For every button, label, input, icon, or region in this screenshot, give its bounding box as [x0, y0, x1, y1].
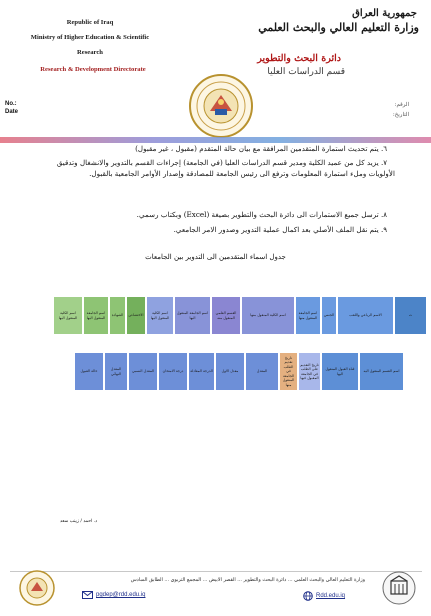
footer-directorate-logo	[381, 570, 417, 606]
table1-header-cell-10: الشهادة	[109, 296, 126, 335]
ministry-seal-logo	[188, 73, 254, 139]
header-en-directorate: Research & Development Directorate	[40, 66, 146, 73]
header-ar-republic: جمهورية العراق	[352, 8, 417, 19]
body-item-8	[35, 209, 395, 220]
globe-icon	[303, 591, 313, 601]
table1-header-cell-5: اسم الكلية المنقول منها	[241, 296, 295, 335]
header-en-line-2: Ministry of Higher Education & Scientific	[30, 34, 150, 41]
body-item-9	[35, 224, 395, 235]
item-number: ٩.	[381, 225, 388, 234]
item-number: ٦.	[381, 144, 388, 153]
item-text: يزيد كل من عميد الكلية ومدير قسم الدراسات العليا (في الجامعة) إجراءات القسم بالتدوير والانشغال وتدقيق الأولويات وملء استمارة المعلومات وترفع الى رئيس الجامعة للمصادقة وإصدار الأوامر الجامعية بالقبول.	[56, 158, 395, 178]
table1-header-cell-2: الاسم الرباعي واللقب	[337, 296, 394, 335]
header-en-line-1: Republic of Iraq	[66, 19, 114, 26]
date-label-ar: التاريخ:	[392, 112, 409, 118]
footer-address: وزارة التعليم العالي والبحث العلمي ... دائرة البحث والتطوير ... القصر الابيض ... المجمع التربوي ... الطابق السادس	[130, 577, 365, 583]
footer-email[interactable]: pgdep@rdd.edu.iq	[96, 592, 146, 598]
item-number: ٧.	[381, 158, 388, 167]
table2-header-cell-3: تاريخ التقديم على الطلب في الجامعة المقبول فيها	[298, 352, 321, 391]
footer-divider	[10, 571, 422, 572]
table2-header-cell-6: معدل الاول	[215, 352, 245, 391]
body-item-6	[35, 143, 395, 154]
date-label: Date	[5, 109, 19, 115]
body-item-7	[35, 157, 395, 179]
signature-initials: د. احمد / زينب سعد	[60, 519, 98, 524]
table2-header-cell-1: اسم القسم المنقول اليه	[359, 352, 404, 391]
footer-website[interactable]: Rdd.edu.iq	[316, 593, 346, 599]
header-ar-department: قسم الدراسات العليا	[267, 67, 345, 77]
table1-header-cell-12: اسم الكلية المنقول اليها	[53, 296, 83, 335]
header-ar-directorate: دائرة البحث والتطوير	[257, 53, 341, 64]
table1-header-cell-4: اسم الجامعة المنقول منها	[295, 296, 321, 335]
header-en-line-3: Research	[77, 49, 103, 56]
table2-header-cell-11: حالة القبول	[74, 352, 104, 391]
header-english-block	[10, 15, 170, 60]
number-label-ar: الرقم:	[394, 102, 409, 108]
applicants-table-part-1	[53, 296, 427, 335]
item-text: ترسل جميع الاستمارات الى دائرة البحث والتطوير بصيغة (Excel) وبكتاب رسمي.	[136, 210, 379, 219]
reference-block-en	[5, 100, 18, 116]
table1-header-cell-1: ت	[394, 296, 427, 335]
header-ar-ministry: وزارة التعليم العالي والبحث العلمي	[258, 21, 419, 34]
footer-email-link[interactable]	[82, 591, 145, 599]
table2-header-cell-9: المعدل النسبي	[128, 352, 158, 391]
item-text: يتم نقل الملف الأصلي بعد اكمال عملية التدوير وصدور الامر الجامعي.	[173, 225, 379, 234]
table2-header-cell-4: تاريخ تقديم الطلب في الجامعة المنقول منها	[279, 352, 298, 391]
footer-seal-logo	[18, 569, 56, 607]
table2-header-cell-5: المعدل	[245, 352, 279, 391]
table2-header-cell-2: قناة القبول المنقول اليها	[321, 352, 359, 391]
number-label: No.:	[5, 101, 17, 107]
table2-header-cell-7: الدرجة المعادلة	[188, 352, 215, 391]
table1-header-cell-6: القسم العلمي المنقول منه	[211, 296, 241, 335]
table2-header-cell-10: المعدل النهائي	[104, 352, 128, 391]
footer-website-link[interactable]	[303, 591, 345, 601]
envelope-icon	[82, 591, 93, 599]
item-number: ٨.	[381, 210, 388, 219]
table1-header-cell-8: اسم الكلية المنقول اليها	[146, 296, 174, 335]
item-text: يتم تحديث استمارة المتقدمين المرافقة مع بيان حالة المتقدم (مقبول ، غير مقبول)	[135, 144, 379, 153]
table1-header-cell-9: الاختصاص	[126, 296, 146, 335]
table2-header-cell-8: درجة الامتحان	[158, 352, 188, 391]
table1-header-cell-7: اسم الجامعة المنقول اليها	[174, 296, 211, 335]
table1-header-cell-3: الجنس	[321, 296, 337, 335]
table-caption: جدول اسماء المتقدمين الى التدوير بين الجامعات	[145, 253, 286, 261]
applicants-table-part-2	[74, 352, 404, 391]
table1-header-cell-11: اسم الجامعة المنقول اليها	[83, 296, 109, 335]
